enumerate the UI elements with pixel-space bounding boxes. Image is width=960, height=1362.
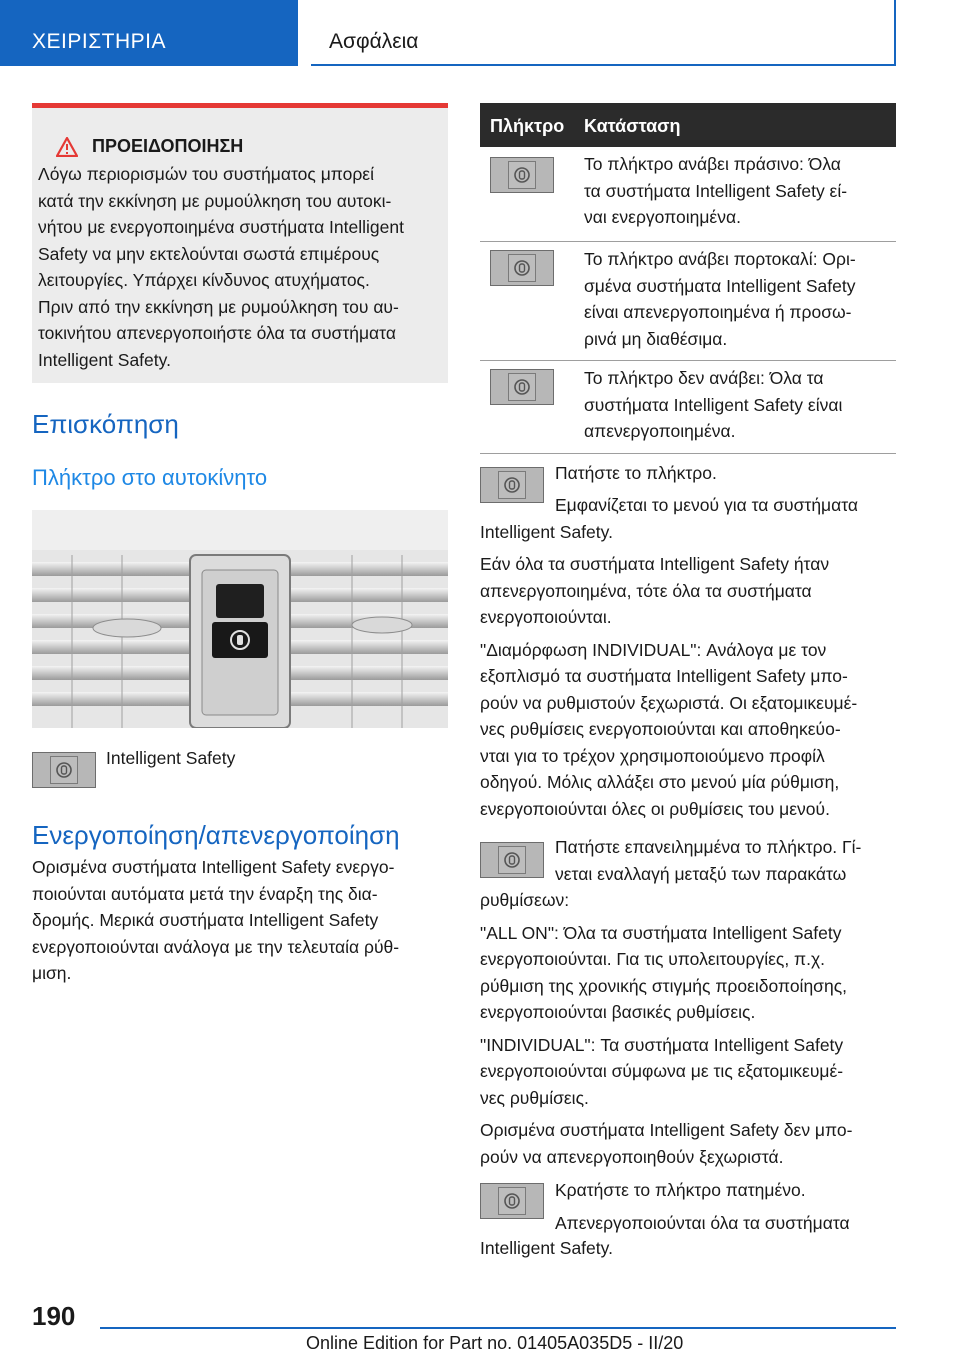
text-line: Το πλήκτρο ανάβει πορτοκαλί: Ορι- <box>584 249 856 269</box>
text-line: ναι ενεργοποιημένα. <box>584 207 741 227</box>
car-button-photo <box>32 510 448 728</box>
status-cell <box>584 365 842 445</box>
text-line: Ορισμένα συστήματα Intelligent Safety δεν μπο- <box>480 1120 853 1140</box>
key-green-icon <box>490 157 554 193</box>
text-line: νες ρυθμίσεις. <box>480 1087 589 1108</box>
text-line: ενεργοποιούνται. <box>480 607 612 627</box>
warning-heading <box>56 136 440 157</box>
step3-instruction <box>555 1177 850 1236</box>
text-line: ρούν να ρυθμιστούν ξεχωριστά. Οι εξατομικευμέ- <box>480 692 858 713</box>
hold-key-icon <box>480 1183 544 1219</box>
step3-body: Intelligent Safety. <box>480 1238 613 1258</box>
table-row <box>480 361 896 454</box>
step2-body <box>480 887 896 1170</box>
text-line: Απενεργοποιούνται όλα τα συστήματα <box>555 1212 850 1233</box>
key-orange-icon <box>490 250 554 286</box>
activation-heading: Ενεργοποίηση/απενεργοποίηση <box>32 820 400 850</box>
step1-body <box>480 492 896 822</box>
section-label: Ασφάλεια <box>329 30 419 53</box>
chapter-label: ΧΕΙΡΙΣΤΗΡΙΑ <box>32 30 167 53</box>
text-line: Εάν όλα τα συστήματα Intelligent Safety ήταν <box>480 554 830 574</box>
footer-divider <box>100 1327 896 1329</box>
overview-heading: Επισκόπηση <box>32 409 179 439</box>
text-line: απενεργοποιημένα, τότε όλα τα συστήματα <box>480 580 812 601</box>
table-header <box>480 103 896 147</box>
warning-line: λειτουργίες. Υπάρχει κίνδυνος ατυχήματος. <box>38 270 370 290</box>
warning-line: Intelligent Safety. <box>38 349 171 370</box>
chapter-tab[interactable] <box>0 0 298 66</box>
text-line: Το πλήκτρο δεν ανάβει: Όλα τα <box>584 368 824 388</box>
key-off-icon <box>490 369 554 405</box>
text-line: ρύθμιση της χρονικής στιγμής προειδοποίησης, <box>480 975 848 996</box>
text-line: ενεργοποιούνται. Για τις υπολειτουργίες, π.χ. <box>480 949 826 969</box>
step2-instruction <box>555 834 861 887</box>
warning-line: τοκινήτου απενεργοποιήστε όλα τα συστήματα <box>38 323 396 343</box>
text-line: ποιούνται αυτόματα μετά την έναρξη της δια- <box>32 883 378 904</box>
text-line: "Διαμόρφωση INDIVIDUAL": Ανάλογα με τον <box>480 639 827 660</box>
edition-text: Online Edition for Part no. 01405A035D5 - II/20 <box>306 1333 684 1353</box>
text-line: ενεργοποιούνται βασικές ρυθμίσεις. <box>480 1002 756 1022</box>
text-line: "ALL ON": Όλα τα συστήματα Intelligent Safety <box>480 922 842 943</box>
page-number: 190 <box>32 1301 76 1331</box>
repeat-press-key-icon <box>480 842 544 878</box>
warning-line: Πριν από την εκκίνηση με ρυμούλκηση του αυ- <box>38 296 399 317</box>
warning-text <box>38 161 440 373</box>
text-line: εξοπλισμό τα συστήματα Intelligent Safety μπο- <box>480 666 848 686</box>
warning-line: Λόγω περιορισμών του συστήματος μπορεί <box>38 164 374 184</box>
warning-triangle-icon <box>56 137 78 157</box>
text-line: οδηγού. Μόλις αλλάξει στο μενού μία ρύθμιση, <box>480 772 840 792</box>
text-line: Ορισμένα συστήματα Intelligent Safety ενεργο- <box>32 857 395 877</box>
text-line: τα συστήματα Intelligent Safety εί- <box>584 180 848 201</box>
overview-subheading: Πλήκτρο στο αυτοκίνητο <box>32 465 268 490</box>
step1-instruction: Πατήστε το πλήκτρο. <box>555 463 717 483</box>
warning-line: νήτου με ενεργοποιημένα συστήματα Intelligent <box>38 217 404 237</box>
text-line: "INDIVIDUAL": Τα συστήματα Intelligent Safety <box>480 1034 844 1055</box>
text-line: ρινά μη διαθέσιμα. <box>584 328 728 349</box>
text-line: Intelligent Safety. <box>480 521 613 542</box>
warning-line: Safety να μην εκτελούνται σωστά επιμέρους <box>38 243 380 264</box>
activation-text <box>32 854 399 987</box>
column-header-key: Πλήκτρο <box>490 116 565 136</box>
text-line: ρούν να απενεργοποιηθούν ξεχωριστά. <box>480 1146 784 1167</box>
text-line: Πατήστε επανειλημμένα το πλήκτρο. Γί- <box>555 837 862 857</box>
table-row <box>480 242 896 361</box>
text-line: νται για το τρέχον χρησιμοποιούμενο προφίλ <box>480 745 825 766</box>
text-line: Το πλήκτρο ανάβει πράσινο: Όλα <box>584 154 841 174</box>
intelligent-safety-key-icon <box>32 752 96 788</box>
warning-box <box>32 103 448 383</box>
text-line: ρυθμίσεων: <box>480 890 570 910</box>
text-line: ενεργοποιούνται όλες οι ρυθμίσεις του μενού. <box>480 798 830 819</box>
text-line: είναι απενεργοποιημένα ή προσω- <box>584 302 852 322</box>
warning-line: κατά την εκκίνηση με ρυμούλκηση του αυτοκι- <box>38 190 392 211</box>
text-line: σμένα συστήματα Intelligent Safety <box>584 275 856 296</box>
key-label: Intelligent Safety <box>106 748 236 768</box>
table-row <box>480 147 896 242</box>
section-header <box>311 0 896 66</box>
text-line: νες ρυθμίσεις ενεργοποιούνται και αποθηκεύο- <box>480 719 841 739</box>
text-line: δρομής. Μερικά συστήματα Intelligent Safety <box>32 910 379 930</box>
text-line: συστήματα Intelligent Safety είναι <box>584 394 843 415</box>
key-status-table <box>480 103 896 454</box>
text-line: Κρατήστε το πλήκτρο πατημένο. <box>555 1180 806 1200</box>
text-line: νεται εναλλαγή μεταξύ των παρακάτω <box>555 863 847 884</box>
status-cell <box>584 151 847 231</box>
text-line: ενεργοποιούνται ανάλογα με την τελευταία ρύθ- <box>32 936 400 957</box>
status-cell <box>584 246 856 352</box>
text-line: Εμφανίζεται το μενού για τα συστήματα <box>555 495 859 515</box>
column-header-status: Κατάσταση <box>584 116 681 136</box>
text-line: ενεργοποιούνται σύμφωνα με τις εξατομικευμέ- <box>480 1061 844 1081</box>
text-line: μιση. <box>32 963 72 983</box>
text-line: απενεργοποιημένα. <box>584 421 736 441</box>
warning-title: ΠΡΟΕΙΔΟΠΟΙΗΣΗ <box>92 136 244 156</box>
